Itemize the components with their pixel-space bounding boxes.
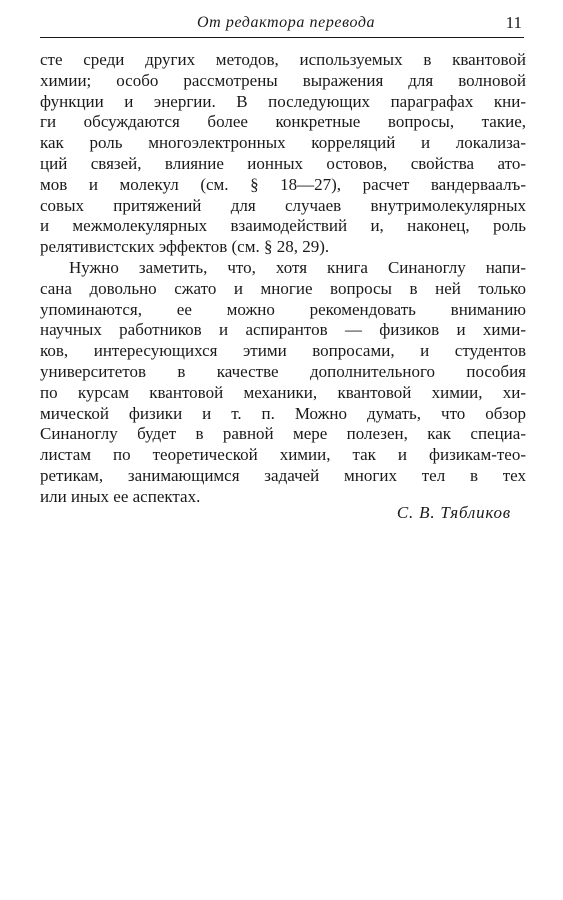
text-line: университетов в качестве дополнительного пособия	[40, 361, 526, 381]
header-rule	[40, 37, 524, 38]
text-line: Синаноглу будет в равной мере полезен, как специа-	[40, 424, 526, 444]
text-line: и межмолекулярных взаимодействий и, наконец, роль	[40, 216, 526, 236]
text-line: функции и энергии. В последующих параграфах кни-	[40, 91, 526, 111]
text-line: Нужно заметить, что, хотя книга Синаноглу напи-	[69, 257, 526, 277]
page-number: 11	[505, 13, 522, 32]
running-title: От редактора перевода	[197, 14, 376, 31]
text-line: релятивистских эффектов (см. § 28, 29).	[40, 237, 330, 257]
paragraph-1	[40, 50, 526, 258]
text-line: научных работников и аспирантов — физиков и хими-	[40, 320, 526, 340]
text-line: мической физики и т. п. Можно думать, что обзор	[40, 403, 526, 423]
text-line: ций связей, влияние ионных остовов, свойства ато-	[40, 153, 526, 173]
paragraph-2	[40, 258, 526, 508]
text-line: или иных ее аспектах.	[40, 486, 201, 506]
text-line: ги обсуждаются более конкретные вопросы, такие,	[40, 112, 526, 132]
running-head	[40, 12, 524, 34]
text-line: сана довольно сжато и многие вопросы в ней только	[40, 278, 526, 298]
text-line: упоминаются, ее можно рекомендовать вниманию	[40, 299, 526, 319]
text-line: совых притяжений для случаев внутримолекулярных	[40, 195, 526, 215]
text-line: листам по теоретической химии, так и физикам-тео-	[40, 445, 526, 465]
text-line: сте среди других методов, используемых в квантовой	[40, 50, 526, 69]
text-line: ретикам, занимающимся задачей многих тел в тех	[40, 465, 526, 485]
body-text	[40, 50, 526, 508]
text-line: ков, интересующихся этими вопросами, и студентов	[40, 341, 526, 361]
signature: С. В. Тябликов	[396, 503, 511, 522]
text-line: химии; особо рассмотрены выражения для волновой	[40, 70, 526, 90]
text-line: по курсам квантовой механики, квантовой химии, хи-	[40, 382, 526, 402]
text-line: мов и молекул (см. § 18—27), расчет вандерваалъ-	[40, 174, 526, 194]
text-line: как роль многоэлектронных корреляций и локализа-	[40, 133, 526, 153]
